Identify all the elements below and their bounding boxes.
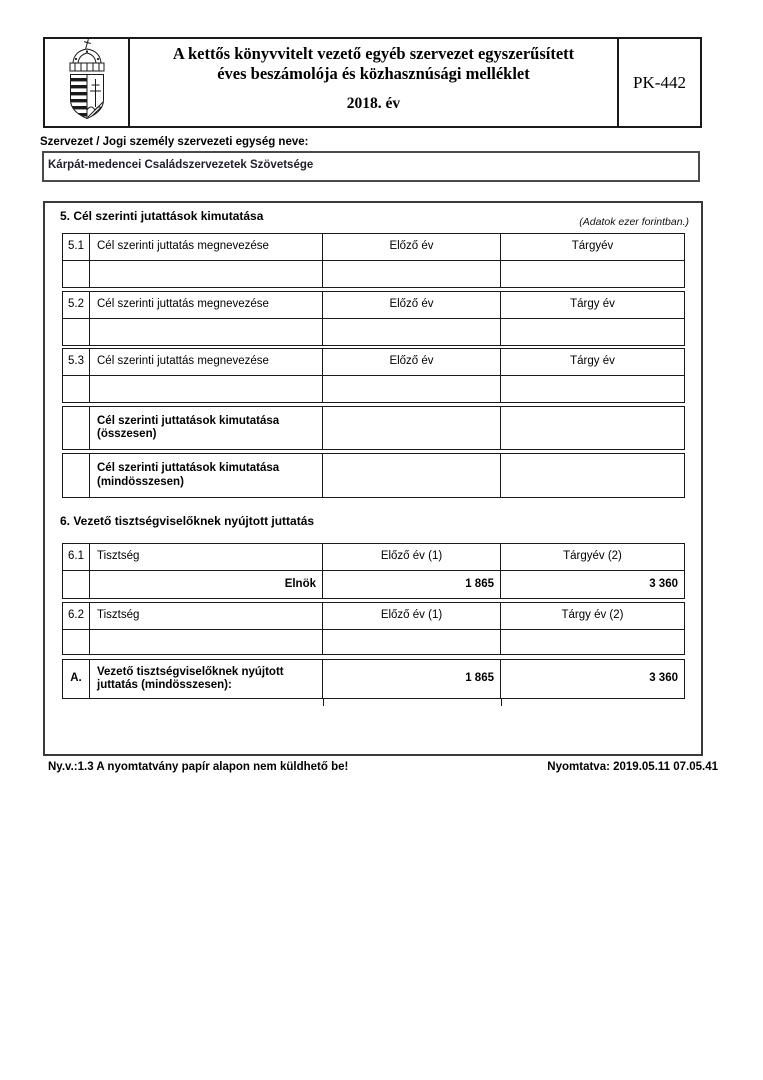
org-name-field — [42, 151, 700, 182]
curr-value-cell — [501, 630, 684, 654]
empty-cell — [63, 376, 90, 402]
footer-print-timestamp: Nyomtatva: 2019.05.11 07.05.41 — [547, 761, 718, 773]
org-name-value: Kárpát-medencei Családszervezetek Szövetsége — [48, 159, 314, 171]
s5-group-1-value-row — [63, 261, 684, 287]
s5-grand-total-inner-row — [63, 454, 684, 497]
s6-total-curr-cell: 3 360 — [649, 672, 678, 685]
s5-group-3-header-row — [63, 349, 684, 376]
col-header-prev-year: Előző év — [323, 292, 501, 318]
s5-total-inner-row — [63, 407, 684, 449]
s5-group-3-value-row — [63, 376, 684, 402]
prev-value-cell: 1 865 — [323, 571, 501, 598]
row-number: 6.2 — [63, 603, 90, 629]
s5-group-2-header-row — [63, 292, 684, 319]
prev-value-cell — [323, 630, 501, 654]
value-name-cell — [90, 319, 323, 345]
table-divider-stub — [323, 699, 324, 706]
s6-total-prev-cell: 1 865 — [323, 660, 501, 698]
value-prev-cell — [323, 319, 501, 345]
value-curr-cell — [501, 261, 684, 287]
section6-title: 6. Vezető tisztségviselőknek nyújtott juttatás — [60, 514, 315, 528]
s6-group-2 — [62, 602, 685, 655]
s5-group-1-header-row — [63, 234, 684, 261]
empty-cell — [63, 571, 90, 598]
row-number: 5.1 — [63, 234, 90, 260]
row-number — [63, 407, 90, 449]
empty-cell — [63, 319, 90, 345]
s6-group-1 — [62, 543, 685, 599]
curr-value-cell: 3 360 — [649, 577, 678, 590]
section5-title: 5. Cél szerinti jutattások kimutatása — [60, 209, 264, 223]
col-header-prev-year: Előző év (1) — [323, 544, 501, 570]
value-curr-cell — [501, 376, 684, 402]
report-year: 2018. év — [346, 95, 401, 113]
report-body — [43, 201, 703, 756]
row-number — [63, 454, 90, 497]
s5-group-3 — [62, 348, 685, 403]
col-header-prev-year: Előző év — [323, 349, 501, 375]
col-header-prev-year: Előző év — [323, 234, 501, 260]
total-prev-cell — [323, 407, 501, 449]
col-header-curr-year: Tárgyév (2) — [563, 550, 622, 563]
form-title-cell — [130, 39, 619, 126]
s6-group-2-value-row — [63, 630, 684, 654]
emblem-cell — [45, 39, 130, 126]
grand-total-curr-cell — [501, 454, 684, 497]
units-note: (Adatok ezer forintban.) — [579, 216, 689, 228]
s6-group-2-header-row — [63, 603, 684, 630]
value-name-cell — [90, 261, 323, 287]
row-number: 5.3 — [63, 349, 90, 375]
grand-total-prev-cell — [323, 454, 501, 497]
s6-group-1-header-row — [63, 544, 684, 571]
col-header-name: Cél szerinti juttatás megnevezése — [90, 292, 323, 318]
s5-group-1 — [62, 233, 685, 288]
col-header-curr-year: Tárgy év — [570, 298, 615, 311]
row-number: 6.1 — [63, 544, 90, 570]
col-header-name: Cél szerinti jutattás megnevezése — [90, 349, 323, 375]
col-header-curr-year: Tárgy év — [570, 355, 615, 368]
value-curr-cell — [501, 319, 684, 345]
org-name-label: Szervezet / Jogi személy szervezeti egység neve: — [40, 136, 309, 148]
total-curr-cell — [501, 407, 684, 449]
value-name-cell — [90, 376, 323, 402]
form-header — [43, 37, 702, 128]
grand-total-label: Cél szerinti juttatások kimutatása (mindösszesen) — [90, 454, 323, 497]
empty-cell — [63, 630, 90, 654]
value-prev-cell — [323, 376, 501, 402]
form-title: A kettős könyvvitelt vezető egyéb szervezet egyszerűsített éves beszámolója és közhasznúsági melléklet — [172, 44, 575, 84]
table-divider-stub — [501, 699, 502, 706]
s6-group-1-value-row — [63, 571, 684, 598]
hungarian-coat-of-arms-icon — [61, 38, 113, 127]
empty-cell — [63, 261, 90, 287]
col-header-prev-year: Előző év (1) — [323, 603, 501, 629]
col-header-curr-year: Tárgy év (2) — [561, 609, 624, 622]
s5-group-2-value-row — [63, 319, 684, 345]
col-header-position: Tisztség — [90, 603, 323, 629]
s6-total-inner-row — [63, 660, 684, 698]
form-code: PK-442 — [633, 72, 686, 92]
col-header-position: Tisztség — [90, 544, 323, 570]
footer-version-note: Ny.v.:1.3 A nyomtatvány papír alapon nem küldhető be! — [48, 761, 349, 773]
row-letter: A. — [63, 660, 90, 698]
position-value-cell — [90, 630, 323, 654]
col-header-curr-year: Tárgyév — [571, 240, 614, 253]
row-number: 5.2 — [63, 292, 90, 318]
s5-total-row — [62, 406, 685, 450]
s6-total-row — [62, 659, 685, 699]
position-value-cell: Elnök — [90, 571, 323, 598]
s5-grand-total-row — [62, 453, 685, 498]
s6-total-label: Vezető tisztségviselőknek nyújtott juttatás (mindösszesen): — [90, 660, 323, 698]
value-prev-cell — [323, 261, 501, 287]
col-header-name: Cél szerinti juttatás megnevezése — [90, 234, 323, 260]
total-label: Cél szerinti juttatások kimutatása (összesen) — [90, 407, 323, 449]
s5-group-2 — [62, 291, 685, 346]
